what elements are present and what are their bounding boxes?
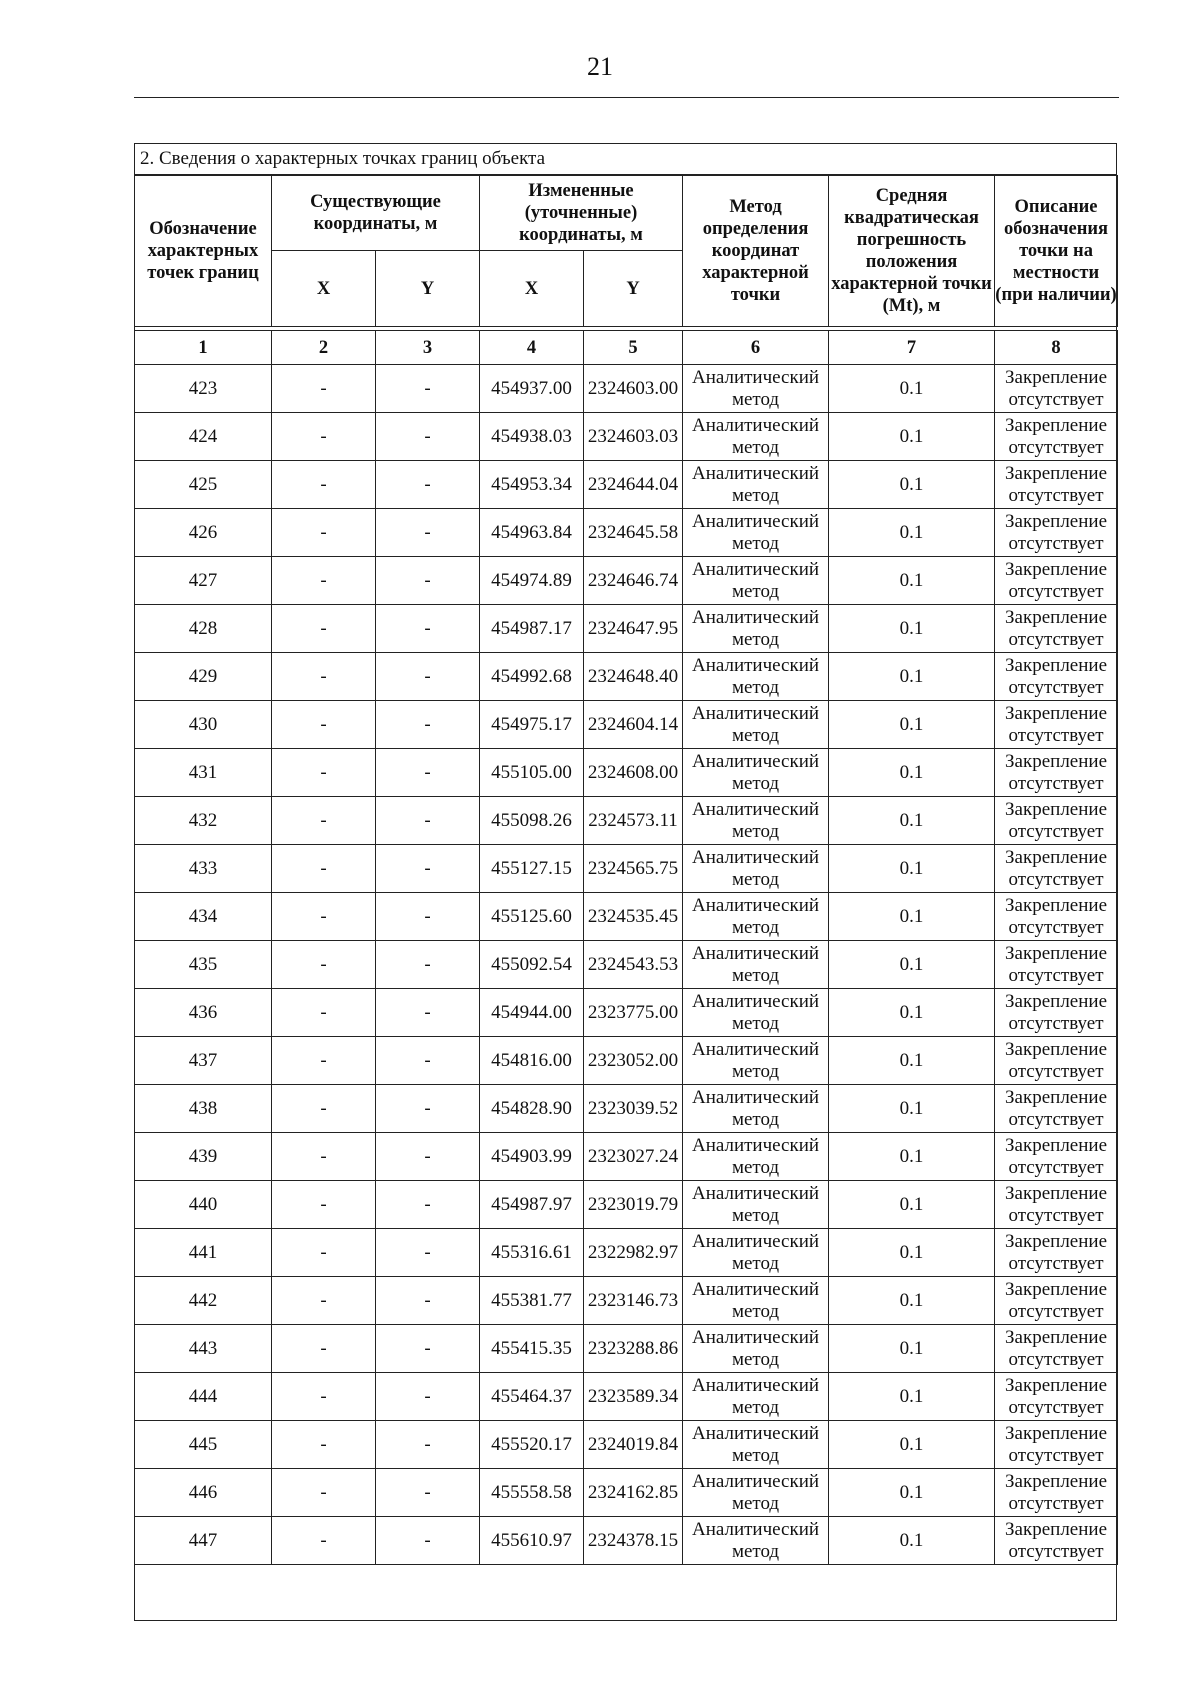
table-row (135, 1133, 1118, 1181)
changed-y-cell: 2324535.45 (584, 893, 683, 941)
changed-x-cell: 454974.89 (480, 557, 584, 605)
method-cell: Аналитический метод (683, 797, 829, 845)
table-row (135, 1421, 1118, 1469)
error-mt-cell: 0.1 (829, 941, 995, 989)
point-id-cell: 431 (135, 749, 272, 797)
changed-x-cell: 455415.35 (480, 1325, 584, 1373)
existing-y-cell: - (376, 1181, 480, 1229)
changed-x-cell: 454963.84 (480, 509, 584, 557)
table-body (135, 365, 1118, 1565)
changed-y-cell: 2323775.00 (584, 989, 683, 1037)
existing-y-cell: - (376, 941, 480, 989)
method-cell: Аналитический метод (683, 1037, 829, 1085)
header-existing-x: X (272, 251, 376, 327)
table-row (135, 749, 1118, 797)
description-cell: Закрепление отсутствует (995, 1325, 1118, 1373)
changed-y-cell: 2324565.75 (584, 845, 683, 893)
point-id-cell: 437 (135, 1037, 272, 1085)
error-mt-cell: 0.1 (829, 557, 995, 605)
changed-y-cell: 2324644.04 (584, 461, 683, 509)
changed-x-cell: 454828.90 (480, 1085, 584, 1133)
header-method: Метод определения координат характерной точки (683, 176, 829, 327)
existing-x-cell: - (272, 1133, 376, 1181)
existing-x-cell: - (272, 509, 376, 557)
existing-y-cell: - (376, 1421, 480, 1469)
error-mt-cell: 0.1 (829, 413, 995, 461)
method-cell: Аналитический метод (683, 1373, 829, 1421)
changed-x-cell: 455105.00 (480, 749, 584, 797)
existing-y-cell: - (376, 1277, 480, 1325)
changed-y-cell: 2324648.40 (584, 653, 683, 701)
error-mt-cell: 0.1 (829, 989, 995, 1037)
method-cell: Аналитический метод (683, 461, 829, 509)
description-cell: Закрепление отсутствует (995, 1373, 1118, 1421)
description-cell: Закрепление отсутствует (995, 653, 1118, 701)
existing-x-cell: - (272, 461, 376, 509)
point-id-cell: 442 (135, 1277, 272, 1325)
method-cell: Аналитический метод (683, 1133, 829, 1181)
existing-y-cell: - (376, 365, 480, 413)
error-mt-cell: 0.1 (829, 1037, 995, 1085)
error-mt-cell: 0.1 (829, 1325, 995, 1373)
description-cell: Закрепление отсутствует (995, 1421, 1118, 1469)
header-designation: Обозначение характерных точек границ (135, 176, 272, 327)
table-row (135, 1085, 1118, 1133)
header-changed-coords: Измененные (уточненные) координаты, м (480, 176, 683, 251)
description-cell: Закрепление отсутствует (995, 1133, 1118, 1181)
existing-x-cell: - (272, 1277, 376, 1325)
existing-x-cell: - (272, 989, 376, 1037)
existing-x-cell: - (272, 893, 376, 941)
method-cell: Аналитический метод (683, 749, 829, 797)
method-cell: Аналитический метод (683, 893, 829, 941)
table-row (135, 1517, 1118, 1565)
description-cell: Закрепление отсутствует (995, 1181, 1118, 1229)
changed-y-cell: 2324645.58 (584, 509, 683, 557)
table-row (135, 893, 1118, 941)
column-number: 1 (135, 331, 272, 365)
method-cell: Аналитический метод (683, 941, 829, 989)
point-id-cell: 438 (135, 1085, 272, 1133)
description-cell: Закрепление отсутствует (995, 941, 1118, 989)
changed-y-cell: 2324378.15 (584, 1517, 683, 1565)
existing-x-cell: - (272, 1037, 376, 1085)
table-row (135, 557, 1118, 605)
description-cell: Закрепление отсутствует (995, 1277, 1118, 1325)
changed-x-cell: 454816.00 (480, 1037, 584, 1085)
table-row (135, 461, 1118, 509)
description-cell: Закрепление отсутствует (995, 605, 1118, 653)
changed-x-cell: 455464.37 (480, 1373, 584, 1421)
point-id-cell: 439 (135, 1133, 272, 1181)
point-id-cell: 446 (135, 1469, 272, 1517)
column-number: 2 (272, 331, 376, 365)
existing-y-cell: - (376, 1229, 480, 1277)
column-number: 6 (683, 331, 829, 365)
method-cell: Аналитический метод (683, 1421, 829, 1469)
point-id-cell: 426 (135, 509, 272, 557)
description-cell: Закрепление отсутствует (995, 893, 1118, 941)
description-cell: Закрепление отсутствует (995, 1229, 1118, 1277)
error-mt-cell: 0.1 (829, 845, 995, 893)
existing-x-cell: - (272, 1517, 376, 1565)
table-row (135, 605, 1118, 653)
page-number: 21 (587, 52, 613, 81)
description-cell: Закрепление отсутствует (995, 413, 1118, 461)
existing-x-cell: - (272, 701, 376, 749)
description-cell: Закрепление отсутствует (995, 989, 1118, 1037)
table-row (135, 1373, 1118, 1421)
changed-y-cell: 2323019.79 (584, 1181, 683, 1229)
changed-y-cell: 2323027.24 (584, 1133, 683, 1181)
existing-y-cell: - (376, 557, 480, 605)
existing-y-cell: - (376, 797, 480, 845)
changed-y-cell: 2324019.84 (584, 1421, 683, 1469)
description-cell: Закрепление отсутствует (995, 1517, 1118, 1565)
table-row (135, 1325, 1118, 1373)
changed-y-cell: 2324603.00 (584, 365, 683, 413)
existing-y-cell: - (376, 1373, 480, 1421)
existing-x-cell: - (272, 845, 376, 893)
point-id-cell: 427 (135, 557, 272, 605)
table-row (135, 701, 1118, 749)
point-id-cell: 428 (135, 605, 272, 653)
existing-y-cell: - (376, 749, 480, 797)
method-cell: Аналитический метод (683, 1325, 829, 1373)
table-row (135, 989, 1118, 1037)
changed-x-cell: 454992.68 (480, 653, 584, 701)
point-id-cell: 424 (135, 413, 272, 461)
method-cell: Аналитический метод (683, 989, 829, 1037)
column-number: 8 (995, 331, 1118, 365)
changed-x-cell: 455098.26 (480, 797, 584, 845)
description-cell: Закрепление отсутствует (995, 1085, 1118, 1133)
method-cell: Аналитический метод (683, 845, 829, 893)
existing-x-cell: - (272, 557, 376, 605)
method-cell: Аналитический метод (683, 413, 829, 461)
existing-y-cell: - (376, 845, 480, 893)
method-cell: Аналитический метод (683, 365, 829, 413)
changed-y-cell: 2324604.14 (584, 701, 683, 749)
changed-y-cell: 2324543.53 (584, 941, 683, 989)
changed-y-cell: 2324603.03 (584, 413, 683, 461)
changed-x-cell: 454938.03 (480, 413, 584, 461)
error-mt-cell: 0.1 (829, 509, 995, 557)
error-mt-cell: 0.1 (829, 461, 995, 509)
error-mt-cell: 0.1 (829, 1517, 995, 1565)
description-cell: Закрепление отсутствует (995, 797, 1118, 845)
changed-x-cell: 455381.77 (480, 1277, 584, 1325)
existing-y-cell: - (376, 653, 480, 701)
changed-x-cell: 455125.60 (480, 893, 584, 941)
header-existing-y: Y (376, 251, 480, 327)
error-mt-cell: 0.1 (829, 1133, 995, 1181)
changed-x-cell: 455127.15 (480, 845, 584, 893)
point-id-cell: 436 (135, 989, 272, 1037)
changed-x-cell: 455520.17 (480, 1421, 584, 1469)
section-title: 2. Сведения о характерных точках границ объекта (134, 143, 1117, 175)
changed-y-cell: 2323288.86 (584, 1325, 683, 1373)
changed-y-cell: 2323052.00 (584, 1037, 683, 1085)
point-id-cell: 433 (135, 845, 272, 893)
error-mt-cell: 0.1 (829, 653, 995, 701)
changed-y-cell: 2324646.74 (584, 557, 683, 605)
header-error: Средняя квадратическая погрешность положения характерной точки (Mt), м (829, 176, 995, 327)
point-id-cell: 425 (135, 461, 272, 509)
method-cell: Аналитический метод (683, 557, 829, 605)
changed-x-cell: 454987.97 (480, 1181, 584, 1229)
changed-y-cell: 2323589.34 (584, 1373, 683, 1421)
error-mt-cell: 0.1 (829, 1421, 995, 1469)
changed-x-cell: 455316.61 (480, 1229, 584, 1277)
changed-y-cell: 2323146.73 (584, 1277, 683, 1325)
header-description: Описание обозначения точки на местности (при наличии) (995, 176, 1118, 327)
changed-y-cell: 2324573.11 (584, 797, 683, 845)
existing-x-cell: - (272, 749, 376, 797)
existing-y-cell: - (376, 1085, 480, 1133)
existing-x-cell: - (272, 413, 376, 461)
table-row (135, 509, 1118, 557)
changed-y-cell: 2323039.52 (584, 1085, 683, 1133)
existing-x-cell: - (272, 1469, 376, 1517)
error-mt-cell: 0.1 (829, 1277, 995, 1325)
table-row (135, 1277, 1118, 1325)
method-cell: Аналитический метод (683, 1229, 829, 1277)
changed-x-cell: 454903.99 (480, 1133, 584, 1181)
changed-x-cell: 454987.17 (480, 605, 584, 653)
existing-y-cell: - (376, 701, 480, 749)
existing-x-cell: - (272, 1373, 376, 1421)
existing-y-cell: - (376, 1133, 480, 1181)
method-cell: Аналитический метод (683, 1277, 829, 1325)
description-cell: Закрепление отсутствует (995, 749, 1118, 797)
changed-y-cell: 2324608.00 (584, 749, 683, 797)
existing-x-cell: - (272, 1181, 376, 1229)
existing-y-cell: - (376, 1037, 480, 1085)
header-rule (134, 97, 1119, 98)
point-id-cell: 440 (135, 1181, 272, 1229)
method-cell: Аналитический метод (683, 605, 829, 653)
point-id-cell: 434 (135, 893, 272, 941)
error-mt-cell: 0.1 (829, 1229, 995, 1277)
method-cell: Аналитический метод (683, 1085, 829, 1133)
table-row (135, 797, 1118, 845)
point-id-cell: 441 (135, 1229, 272, 1277)
existing-x-cell: - (272, 1421, 376, 1469)
existing-y-cell: - (376, 413, 480, 461)
error-mt-cell: 0.1 (829, 893, 995, 941)
existing-x-cell: - (272, 1229, 376, 1277)
error-mt-cell: 0.1 (829, 1085, 995, 1133)
table-row (135, 413, 1118, 461)
description-cell: Закрепление отсутствует (995, 461, 1118, 509)
error-mt-cell: 0.1 (829, 605, 995, 653)
table-row (135, 1229, 1118, 1277)
description-cell: Закрепление отсутствует (995, 845, 1118, 893)
error-mt-cell: 0.1 (829, 1469, 995, 1517)
description-cell: Закрепление отсутствует (995, 557, 1118, 605)
point-id-cell: 435 (135, 941, 272, 989)
description-cell: Закрепление отсутствует (995, 1469, 1118, 1517)
existing-x-cell: - (272, 1325, 376, 1373)
changed-x-cell: 454975.17 (480, 701, 584, 749)
changed-x-cell: 454944.00 (480, 989, 584, 1037)
error-mt-cell: 0.1 (829, 749, 995, 797)
changed-y-cell: 2324162.85 (584, 1469, 683, 1517)
existing-x-cell: - (272, 605, 376, 653)
method-cell: Аналитический метод (683, 509, 829, 557)
existing-y-cell: - (376, 509, 480, 557)
changed-x-cell: 454953.34 (480, 461, 584, 509)
existing-x-cell: - (272, 653, 376, 701)
error-mt-cell: 0.1 (829, 1181, 995, 1229)
existing-y-cell: - (376, 989, 480, 1037)
error-mt-cell: 0.1 (829, 701, 995, 749)
point-id-cell: 447 (135, 1517, 272, 1565)
table-row (135, 1469, 1118, 1517)
column-number-row (135, 331, 1118, 365)
column-number: 4 (480, 331, 584, 365)
existing-x-cell: - (272, 797, 376, 845)
point-id-cell: 423 (135, 365, 272, 413)
column-number: 5 (584, 331, 683, 365)
description-cell: Закрепление отсутствует (995, 701, 1118, 749)
description-cell: Закрепление отсутствует (995, 509, 1118, 557)
table-row (135, 1181, 1118, 1229)
existing-x-cell: - (272, 941, 376, 989)
column-number: 7 (829, 331, 995, 365)
header-changed-y: Y (584, 251, 683, 327)
point-id-cell: 430 (135, 701, 272, 749)
changed-x-cell: 455610.97 (480, 1517, 584, 1565)
method-cell: Аналитический метод (683, 653, 829, 701)
changed-x-cell: 454937.00 (480, 365, 584, 413)
changed-x-cell: 455092.54 (480, 941, 584, 989)
table-row (135, 1037, 1118, 1085)
error-mt-cell: 0.1 (829, 365, 995, 413)
boundary-points-table (134, 175, 1118, 1565)
changed-x-cell: 455558.58 (480, 1469, 584, 1517)
error-mt-cell: 0.1 (829, 797, 995, 845)
changed-y-cell: 2324647.95 (584, 605, 683, 653)
method-cell: Аналитический метод (683, 1469, 829, 1517)
error-mt-cell: 0.1 (829, 1373, 995, 1421)
description-cell: Закрепление отсутствует (995, 1037, 1118, 1085)
method-cell: Аналитический метод (683, 1517, 829, 1565)
table-row (135, 845, 1118, 893)
method-cell: Аналитический метод (683, 701, 829, 749)
point-id-cell: 444 (135, 1373, 272, 1421)
existing-y-cell: - (376, 893, 480, 941)
point-id-cell: 429 (135, 653, 272, 701)
existing-x-cell: - (272, 365, 376, 413)
description-cell: Закрепление отсутствует (995, 365, 1118, 413)
table-row (135, 941, 1118, 989)
header-changed-x: X (480, 251, 584, 327)
existing-y-cell: - (376, 461, 480, 509)
existing-y-cell: - (376, 1469, 480, 1517)
method-cell: Аналитический метод (683, 1181, 829, 1229)
point-id-cell: 443 (135, 1325, 272, 1373)
existing-y-cell: - (376, 1325, 480, 1373)
point-id-cell: 445 (135, 1421, 272, 1469)
column-number: 3 (376, 331, 480, 365)
existing-y-cell: - (376, 605, 480, 653)
changed-y-cell: 2322982.97 (584, 1229, 683, 1277)
existing-x-cell: - (272, 1085, 376, 1133)
existing-y-cell: - (376, 1517, 480, 1565)
point-id-cell: 432 (135, 797, 272, 845)
table-row (135, 365, 1118, 413)
table-row (135, 653, 1118, 701)
header-existing-coords: Существующие координаты, м (272, 176, 480, 251)
